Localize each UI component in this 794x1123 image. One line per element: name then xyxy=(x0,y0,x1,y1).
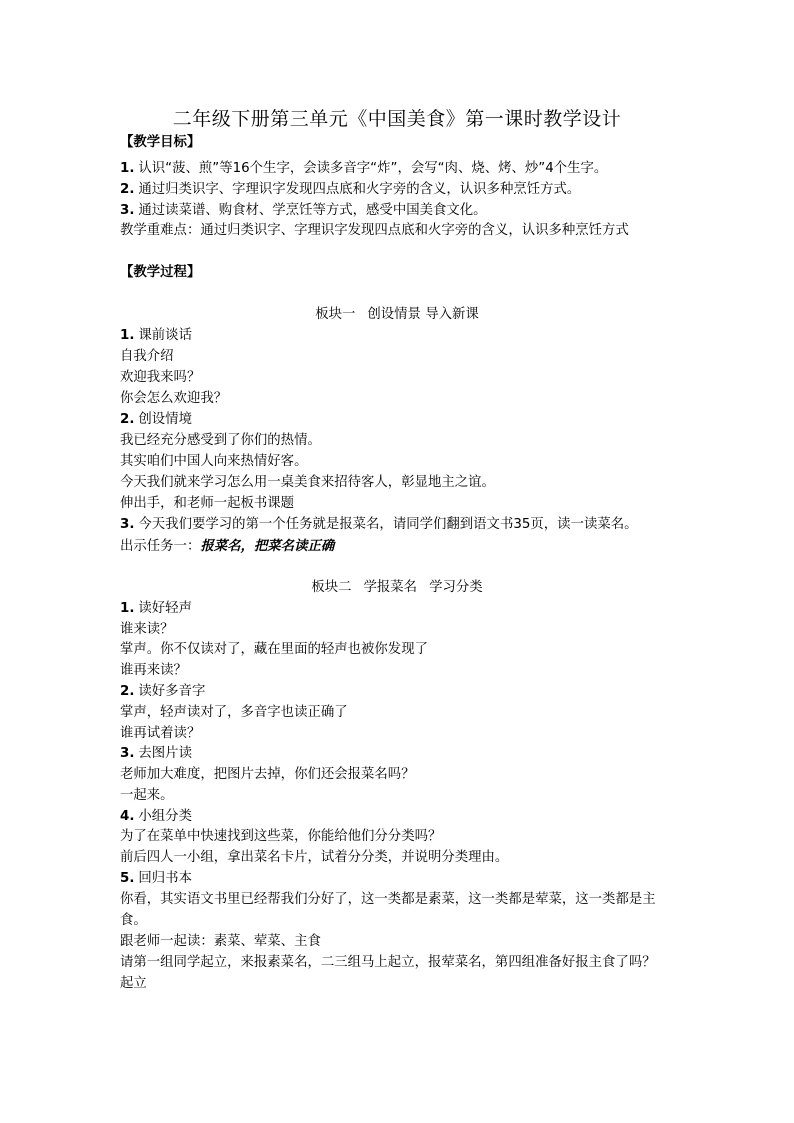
list-item: 我已经充分感受到了你们的热情。 xyxy=(120,433,321,448)
task-text: 报菜名，把菜名读正确 xyxy=(200,538,335,554)
block2-heading-title: 学报菜名 xyxy=(363,580,418,595)
list-item: 你会怎么欢迎我？ xyxy=(120,391,228,406)
list-item: 你看，其实语文书里已经帮我们分好了，这一类都是素菜，这一类都是荤菜，这一类都是主 xyxy=(120,892,656,907)
list-item: 3. 今天我们要学习的第一个任务就是报菜名，请同学们翻到语文书35页，读一读菜名。 xyxy=(120,517,638,532)
document-title: 二年级下册第三单元《中国美食》第一课时教学设计 xyxy=(172,108,622,130)
list-item: 一起来。 xyxy=(120,788,174,803)
list-item: 掌声，轻声读对了，多音字也读正确了 xyxy=(120,705,348,720)
process-heading: 【教学过程】 xyxy=(120,265,201,280)
list-item: 伸出手，和老师一起板书课题 xyxy=(120,496,295,511)
goal-text: 通过归类识字、字理识字发现四点底和火字旁的含义，认识多种烹饪方式。 xyxy=(138,182,581,197)
task-line xyxy=(120,536,334,557)
list-item: 谁来读？ xyxy=(120,622,174,637)
list-item: 掌声。你不仅读对了，藏在里面的轻声也被你发现了 xyxy=(120,642,428,657)
block1-heading-label: 板块一 xyxy=(315,307,356,322)
block2-heading xyxy=(0,578,794,598)
block2-heading-label: 板块二 xyxy=(311,580,352,595)
list-item: 跟老师一起读：素菜、荤菜、主食 xyxy=(120,934,321,949)
list-item: 为了在菜单中快速找到这些菜，你能给他们分分类吗？ xyxy=(120,829,442,844)
block1-heading-title: 创设情景 导入新课 xyxy=(367,307,479,322)
list-item: 2. 读好多音字 xyxy=(120,684,206,699)
goal-item xyxy=(120,159,607,179)
task-prefix: 出示任务一： xyxy=(120,539,201,554)
list-item: 2. 创设情境 xyxy=(120,412,192,427)
goal-item xyxy=(120,180,580,200)
list-item: 起立 xyxy=(120,976,147,991)
list-item: 食。 xyxy=(120,913,147,928)
list-item: 其实咱们中国人向来热情好客。 xyxy=(120,454,308,469)
goal-text: 认识“菠、煎”等16个生字，会读多音字“炸”，会写“肉、烧、烤、炒”4个生字。 xyxy=(138,161,608,176)
list-item: 1. 课前谈话 xyxy=(120,328,192,343)
goal-number: 1. xyxy=(120,161,135,176)
goal-number: 2. xyxy=(120,182,135,197)
list-item: 前后四人一小组，拿出菜名卡片，试着分分类，并说明分类理由。 xyxy=(120,850,509,865)
list-item: 请第一组同学起立，来报素菜名，二三组马上起立，报荤菜名，第四组准备好报主食了吗？ xyxy=(120,955,656,970)
list-item: 4. 小组分类 xyxy=(120,809,192,824)
goal-text: 通过读菜谱、购食材、学烹饪等方式，感受中国美食文化。 xyxy=(138,203,487,218)
block2-heading-subtitle: 学习分类 xyxy=(429,580,483,595)
list-item: 谁再试着读？ xyxy=(120,726,201,741)
goals-heading: 【教学目标】 xyxy=(120,135,201,150)
list-item: 欢迎我来吗？ xyxy=(120,370,201,385)
list-item: 今天我们就来学习怎么用一桌美食来招待客人，彰显地主之谊。 xyxy=(120,475,495,490)
goal-item xyxy=(120,201,487,221)
list-item: 老师加大难度，把图片去掉，你们还会报菜名吗？ xyxy=(120,767,415,782)
list-item: 3. 去图片读 xyxy=(120,746,192,761)
list-item: 5. 回归书本 xyxy=(120,871,192,886)
list-item: 1. 读好轻声 xyxy=(120,601,192,616)
list-item: 谁再来读？ xyxy=(120,663,187,678)
goal-number: 3. xyxy=(120,203,135,218)
block1-heading xyxy=(0,305,794,325)
key-points: 教学重难点：通过归类识字、字理识字发现四点底和火字旁的含义，认识多种烹饪方式 xyxy=(120,223,629,238)
list-item: 自我介绍 xyxy=(120,349,174,364)
